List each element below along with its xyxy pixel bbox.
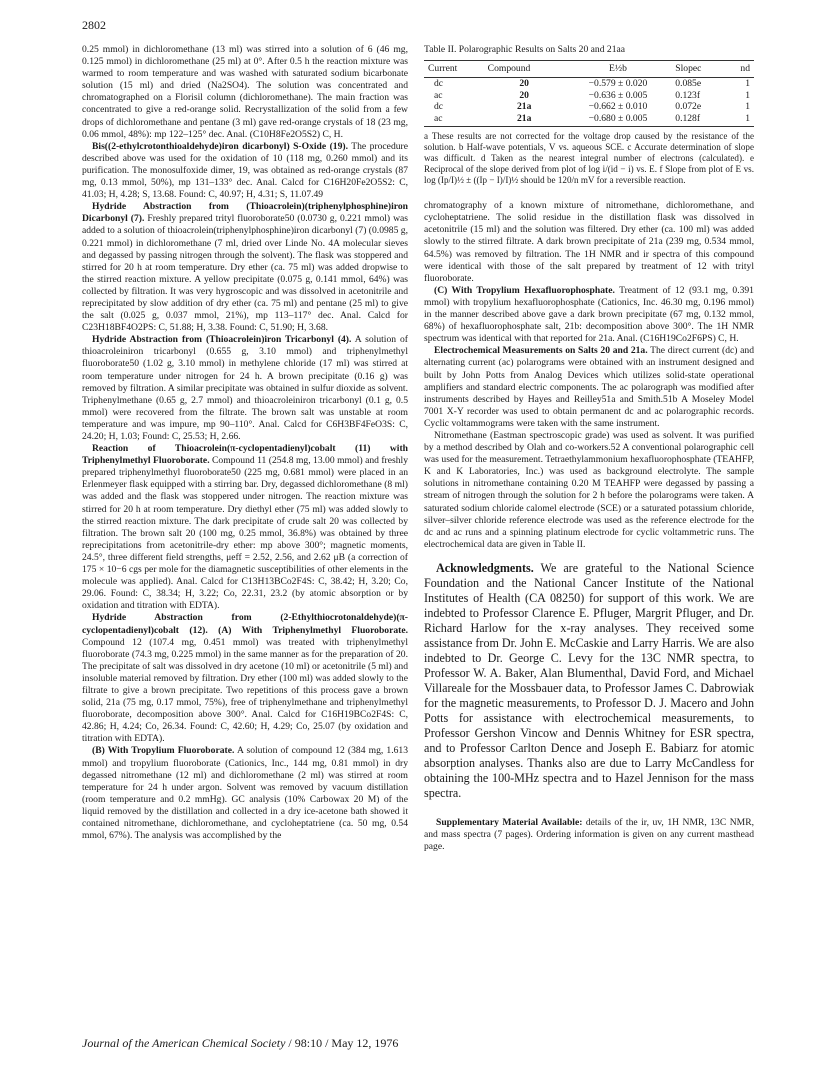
polarographic-table bbox=[424, 60, 754, 127]
table-header: Compound bbox=[484, 61, 565, 78]
table-cell: 0.072e bbox=[675, 101, 702, 113]
table-header: Slopec bbox=[671, 61, 726, 78]
paragraph: Electrochemical Measurements on Salts 20 and 21a. The direct current (dc) and alternating current (ac) polarograms were obtained with an instrument designed and built by John Potts from Analog Devices which utilizes solid-state operational amplifiers and standard electric components. The ac polarograph was modified after instruments described by Hayes and Reilley51a and Smith.51b A Moseley Model 7001 X-Y recorder was used to obtain permanent dc and ac polarographic records. Cyclic voltammograms were taken with the same instrument. bbox=[424, 345, 754, 429]
paragraph: (B) With Tropylium Fluoroborate. A solution of compound 12 (384 mg, 1.613 mmol) and tropylium fluoroborate (Cationics, Inc., 144 mg, 0.81 mmol) in dry degassed nitromethane (12 ml) and dichloromethane (2 ml) was stirred at room temperature for 24 h under argon. Solvent was removed by vacuum distillation (room temperature and 0.2 mmHg). GC analysis (10% Carbowax 20 M) of the liquid removed by the distillation and collected in a dry ice-acetone bath showed it contained nitromethane, dichloromethane, and cycloheptatriene (ca. 50 mg, 0.54 mmol, 67%). The analysis was accomplished by the bbox=[82, 745, 408, 842]
table-cell: −0.662 ± 0.010 bbox=[588, 101, 648, 113]
table-ii bbox=[424, 44, 754, 186]
table-caption: Table II. Polarographic Results on Salts 20 and 21aa bbox=[424, 44, 626, 55]
acknowledgments: Acknowledgments. We are grateful to the National Science Foundation and the National Cancer Institute of the National Institutes of Health (CA 08250) for support of this work. We are indebted to Professor Clarence E. Pfluger, Margrit Pfluger, and Dr. Richard Harlow for the x-ray analyses. They received some assistance from Dr. John E. McCaskie and Larry Harris. We are also indebted to Dr. George C. Levy for the 13C NMR spectra, to Professor W. A. Baker, Alan Blumenthal, David Ford, and Michael Villareale for the Mossbauer data, to Professor James C. Dabrowiak for the magnetic measurements, to Professor D. J. Macero and John Potts for assistance with electrochemical measurements, to Professor Gershon Vincow and Dennis Whitney for ESR spectra, and to Professor Carlton Dence and Joseph E. Babiarz for atomic absorption analyses. Thanks also are due to Larry McCandless for obtaining the 100-MHz spectra and to Hazel Jennison for the mass spectra. bbox=[424, 560, 754, 800]
table-cell: dc bbox=[434, 101, 444, 113]
table-cell: 21a bbox=[516, 101, 532, 113]
table-row bbox=[424, 78, 754, 90]
paragraph: Nitromethane (Eastman spectroscopic grade) was used as solvent. It was purified by a method described by Olah and co-workers.52 A conventional polarographic cell was used for the measurement. Tetraethylammonium hexafluorophosphate (TEAHFP, K and K Laboratories, Inc.) was used as background electrolyte. The sample solutions in nitromethane containing 0.20 M TEAHFP were degassed by passing a stream of nitrogen through the solution for 2 h before the polarograms were taken. A saturated sodium chloride calomel electrode (SCE) or a saturated potassium chloride, silver–silver chloride reference electrode was used as the reference electrode for the dc and ac runs and a spinning platinum electrode for cyclic voltammetric runs. The electrochemical data are given in Table II. bbox=[424, 429, 754, 550]
table-header: E½b bbox=[565, 61, 672, 78]
table-cell: −0.636 ± 0.005 bbox=[588, 89, 648, 101]
paragraph: Reaction of Thioacrolein(π-cyclopentadienyl)cobalt (11) with Triphenylmethyl Fluoroborate. Compound 11 (254.8 mg, 13.00 mmol) and freshly prepared triphenylmethyl fluoroborate50 (225 mg, 0.681 mmol) were placed in an Erlenmeyer flask equipped with a stirring bar. Dry, degassed dichloromethane (8 ml) was added and the flask was stoppered under nitrogen. The reaction mixture was stirred for 20 h at room temperature. Dry diethyl ether (75 ml) was added slowly to the stirred reaction mixture. The dark precipitate of crude salt 20 was collected by filtration. The brown salt 20 (100 mg, 0.25 mmol, 36.8%) was obtained by three reprecipitations from acetonitrile-dry ether: mp above 300°; magnetic moments, 24.5°, three different field strengths, μeff = 2.52, 2.56, and 2.62 μB (a correction of 175 × 10−6 cgs per mole for the diamagnetic susceptibilities of other elements in the molecule was applied). Anal. Calcd for C13H13BCo2F4S: C, 38.42; H, 3.20; Co, 29.06. Found: C, 38.34; H, 3.22; Co, 22.31, 23.2 (by atomic absorption or by oxidation and titration with EDTA). bbox=[82, 443, 408, 612]
table-cell: ac bbox=[434, 89, 443, 101]
supplementary-material: Supplementary Material Available: details of the ir, uv, 1H NMR, 13C NMR, and mass spectra (7 pages). Ordering information is given on any current masthead page. bbox=[424, 816, 754, 852]
table-cell: 1 bbox=[745, 78, 750, 90]
table-cell: 1 bbox=[745, 89, 750, 101]
table-row bbox=[424, 90, 754, 102]
table-footnotes: a These results are not corrected for the voltage drop caused by the resistance of the solution. b Half-wave potentials, V vs. aqueous SCE. c Accurate determination of slope was difficult. d Taken as the nearest integral number of electrons (calculated). e Reciprocal of the slope derived from plot of log i/(id − i) vs. E. f Slope from plot of E vs. log (Ip/I)½ ± ((Ip − I)/I)½ should be 120/n mV for a reversible reaction. bbox=[424, 131, 754, 186]
table-row bbox=[424, 113, 754, 127]
table-row bbox=[424, 101, 754, 113]
page-number: 2802 bbox=[82, 18, 106, 32]
table-cell: ac bbox=[424, 113, 484, 127]
table-cell: −0.579 ± 0.020 bbox=[588, 78, 648, 90]
table-cell: 20 bbox=[519, 78, 529, 90]
table-header: Current bbox=[424, 61, 484, 78]
paragraph: 0.25 mmol) in dichloromethane (13 ml) was stirred into a solution of 6 (46 mg, 0.125 mmol) in dichloromethane (25 ml) at 0°. After 0.5 h the reaction mixture was warmed to room temperature and was washed with saturated sodium bicarbonate solution (15 ml) and dried (Na2SO4). The solution was concentrated and chromatographed on a Florisil column (dichloromethane). The main fraction was concentrated to give a red-orange solid. Recrystallization of the solid from a few drops of dichloromethane and pentane (3 ml) gave red-orange crystals of 18 (23 mg, 0.06 mmol, 48%): mp 122–125° dec. Anal. (C10H8Fe2O5S2) C, H. bbox=[82, 44, 408, 140]
table-cell: 0.123f bbox=[675, 89, 701, 101]
paragraph: Hydride Abstraction from (2-Ethylthiocrotonaldehyde)(π-cyclopentadienyl)cobalt (12). (A) With Triphenylmethyl Fluoroborate. Compound 12 (107.4 mg, 0.451 mmol) was treated with triphenylmethyl fluoroborate (74.3 mg, 0.225 mmol) in the same manner as for the preparation of 20. The precipitate of salt was dissolved in dry acetone (10 ml) or acetonitrile (5 ml) and insoluble material removed by filtration. Dry ether (100 ml) was added slowly to the filtrate to give a brown precipitate. Two repetitions of this process gave a brown solid, 21a (75 mg, 0.17 mmol, 75%), free of triphenylmethane and triphenylmethyl fluoroborate, decomposition above 300°. Anal. Calcd for C16H19BCo2F4S: C, 42.86; H, 4.24; Co, 26.34. Found: C, 42.60; H, 4.29; Co, 25.07 (by oxidation and titration with EDTA). bbox=[82, 612, 408, 745]
table-cell: dc bbox=[434, 78, 444, 90]
paragraph: chromatography of a known mixture of nitromethane, dichloromethane, and cycloheptatriene. The solid residue in the distillation flask was dissolved in acetonitrile (15 ml) and the solution was filtered. Dry ether (ca. 100 ml) was added slowly to the stirred filtrate. A dark brown precipitate of 21a (239 mg, 0.534 mmol, 64.5%) was removed by filtration. The 1H NMR and ir spectra of this compound were identical with those of the salt prepared by treatment of 12 with trityl fluoroborate. bbox=[424, 200, 754, 284]
table-cell: 20 bbox=[519, 89, 529, 101]
table-cell: 0.085e bbox=[675, 78, 702, 90]
table-cell: 1 bbox=[745, 101, 750, 113]
journal-issue: / 98:10 / May 12, 1976 bbox=[285, 1036, 399, 1050]
table-cell: 0.128f bbox=[671, 113, 726, 127]
paragraph: Hydride Abstraction from (Thioacrolein)iron Tricarbonyl (4). A solution of thioacroleiniron tricarbonyl (0.655 g, 3.10 mmol) and triphenylmethyl fluoroborate50 (1.02 g, 3.10 mmol) in methylene chloride (17 ml) was stirred at room temperature under nitrogen for 24 h. A brown precipitate (0.16 g) was removed by filtration. A similar precipitate was obtained in sulfur dioxide as solvent. Triphenylmethane (0.65 g, 2.7 mmol) and thioacroleiniron tricarbonyl (0.1 g, 0.5 mmol) were recovered from the filtrate. The brown salt was unstable at room temperature and was impure, mp 90–110°. Anal. Calcd for C6H3BF4FeO3S: C, 24.20; H, 1.03; Found: C, 25.53; H, 2.66. bbox=[82, 334, 408, 442]
table-header: nd bbox=[726, 61, 754, 78]
paragraph: Hydride Abstraction from (Thioacrolein)(triphenylphosphine)iron Dicarbonyl (7). Freshly prepared trityl fluoroborate50 (0.0730 g, 0.221 mmol) was added to a solution of thioacrolein(triphenylphosphine)iron dicarbonyl (7) (0.0985 g, 0.221 mmol) in dichloromethane (7 ml, dried over Linde No. 4A molecular sieves and degassed by passing nitrogen through the solvent). The flask was stoppered and stirred for 20 h at room temperature. Dry ether (ca. 75 ml) was added dropwise to the stirred reaction mixture. A yellow precipitate (0.075 g, 0.141 mmol, 64%) was collected by filtration. It was very hygroscopic and was dissolved in acetonitrile and reprecipitated by slow addition of dry ether (ca. 75 ml) and pentane (25 ml) to give the salt (0.025 g, 0.037 mmol, 21%), mp 113–117° dec. Anal. Calcd for C23H18BF4O2PS: C, 51.88; H, 3.38. Found: C, 51.90; H, 3.68. bbox=[82, 201, 408, 334]
right-column bbox=[424, 44, 754, 853]
table-cell: −0.680 ± 0.005 bbox=[565, 113, 672, 127]
table-cell: 1 bbox=[726, 113, 754, 127]
journal-name: Journal of the American Chemical Society bbox=[82, 1036, 286, 1050]
table-cell: 21a bbox=[484, 113, 565, 127]
left-column bbox=[82, 44, 408, 842]
journal-footer bbox=[82, 1036, 398, 1051]
paragraph: Bis((2-ethylcrotonthioaldehyde)iron dicarbonyl) S-Oxide (19). The procedure described above was used for the oxidation of 10 (118 mg, 0.260 mmol) and its purification. The monosulfoxide dimer, 19, was obtained as red-orange crystals (87 mg, 0.13 mmol, 50%), mp 131–133° dec. Anal. Calcd for C16H20Fe2O5S2: C, 41.03; H, 4.28; S, 13.68. Found: C, 40.97; H, 4.31; S, 11.07.49 bbox=[82, 140, 408, 201]
paragraph: (C) With Tropylium Hexafluorophosphate. Treatment of 12 (93.1 mg, 0.391 mmol) with tropylium hexafluorophosphate (Cationics, Inc. 46.30 mg, 0.196 mmol) in the manner described above gave a dark brown precipitate (67 mg, 0.132 mmol, 68%) of hexafluorophosphate salt, 21b: decomposition above 300°. The 1H NMR spectrum was identical with that reported for 21a. Anal. (C16H19Co2F6PS) C, H. bbox=[424, 284, 754, 345]
